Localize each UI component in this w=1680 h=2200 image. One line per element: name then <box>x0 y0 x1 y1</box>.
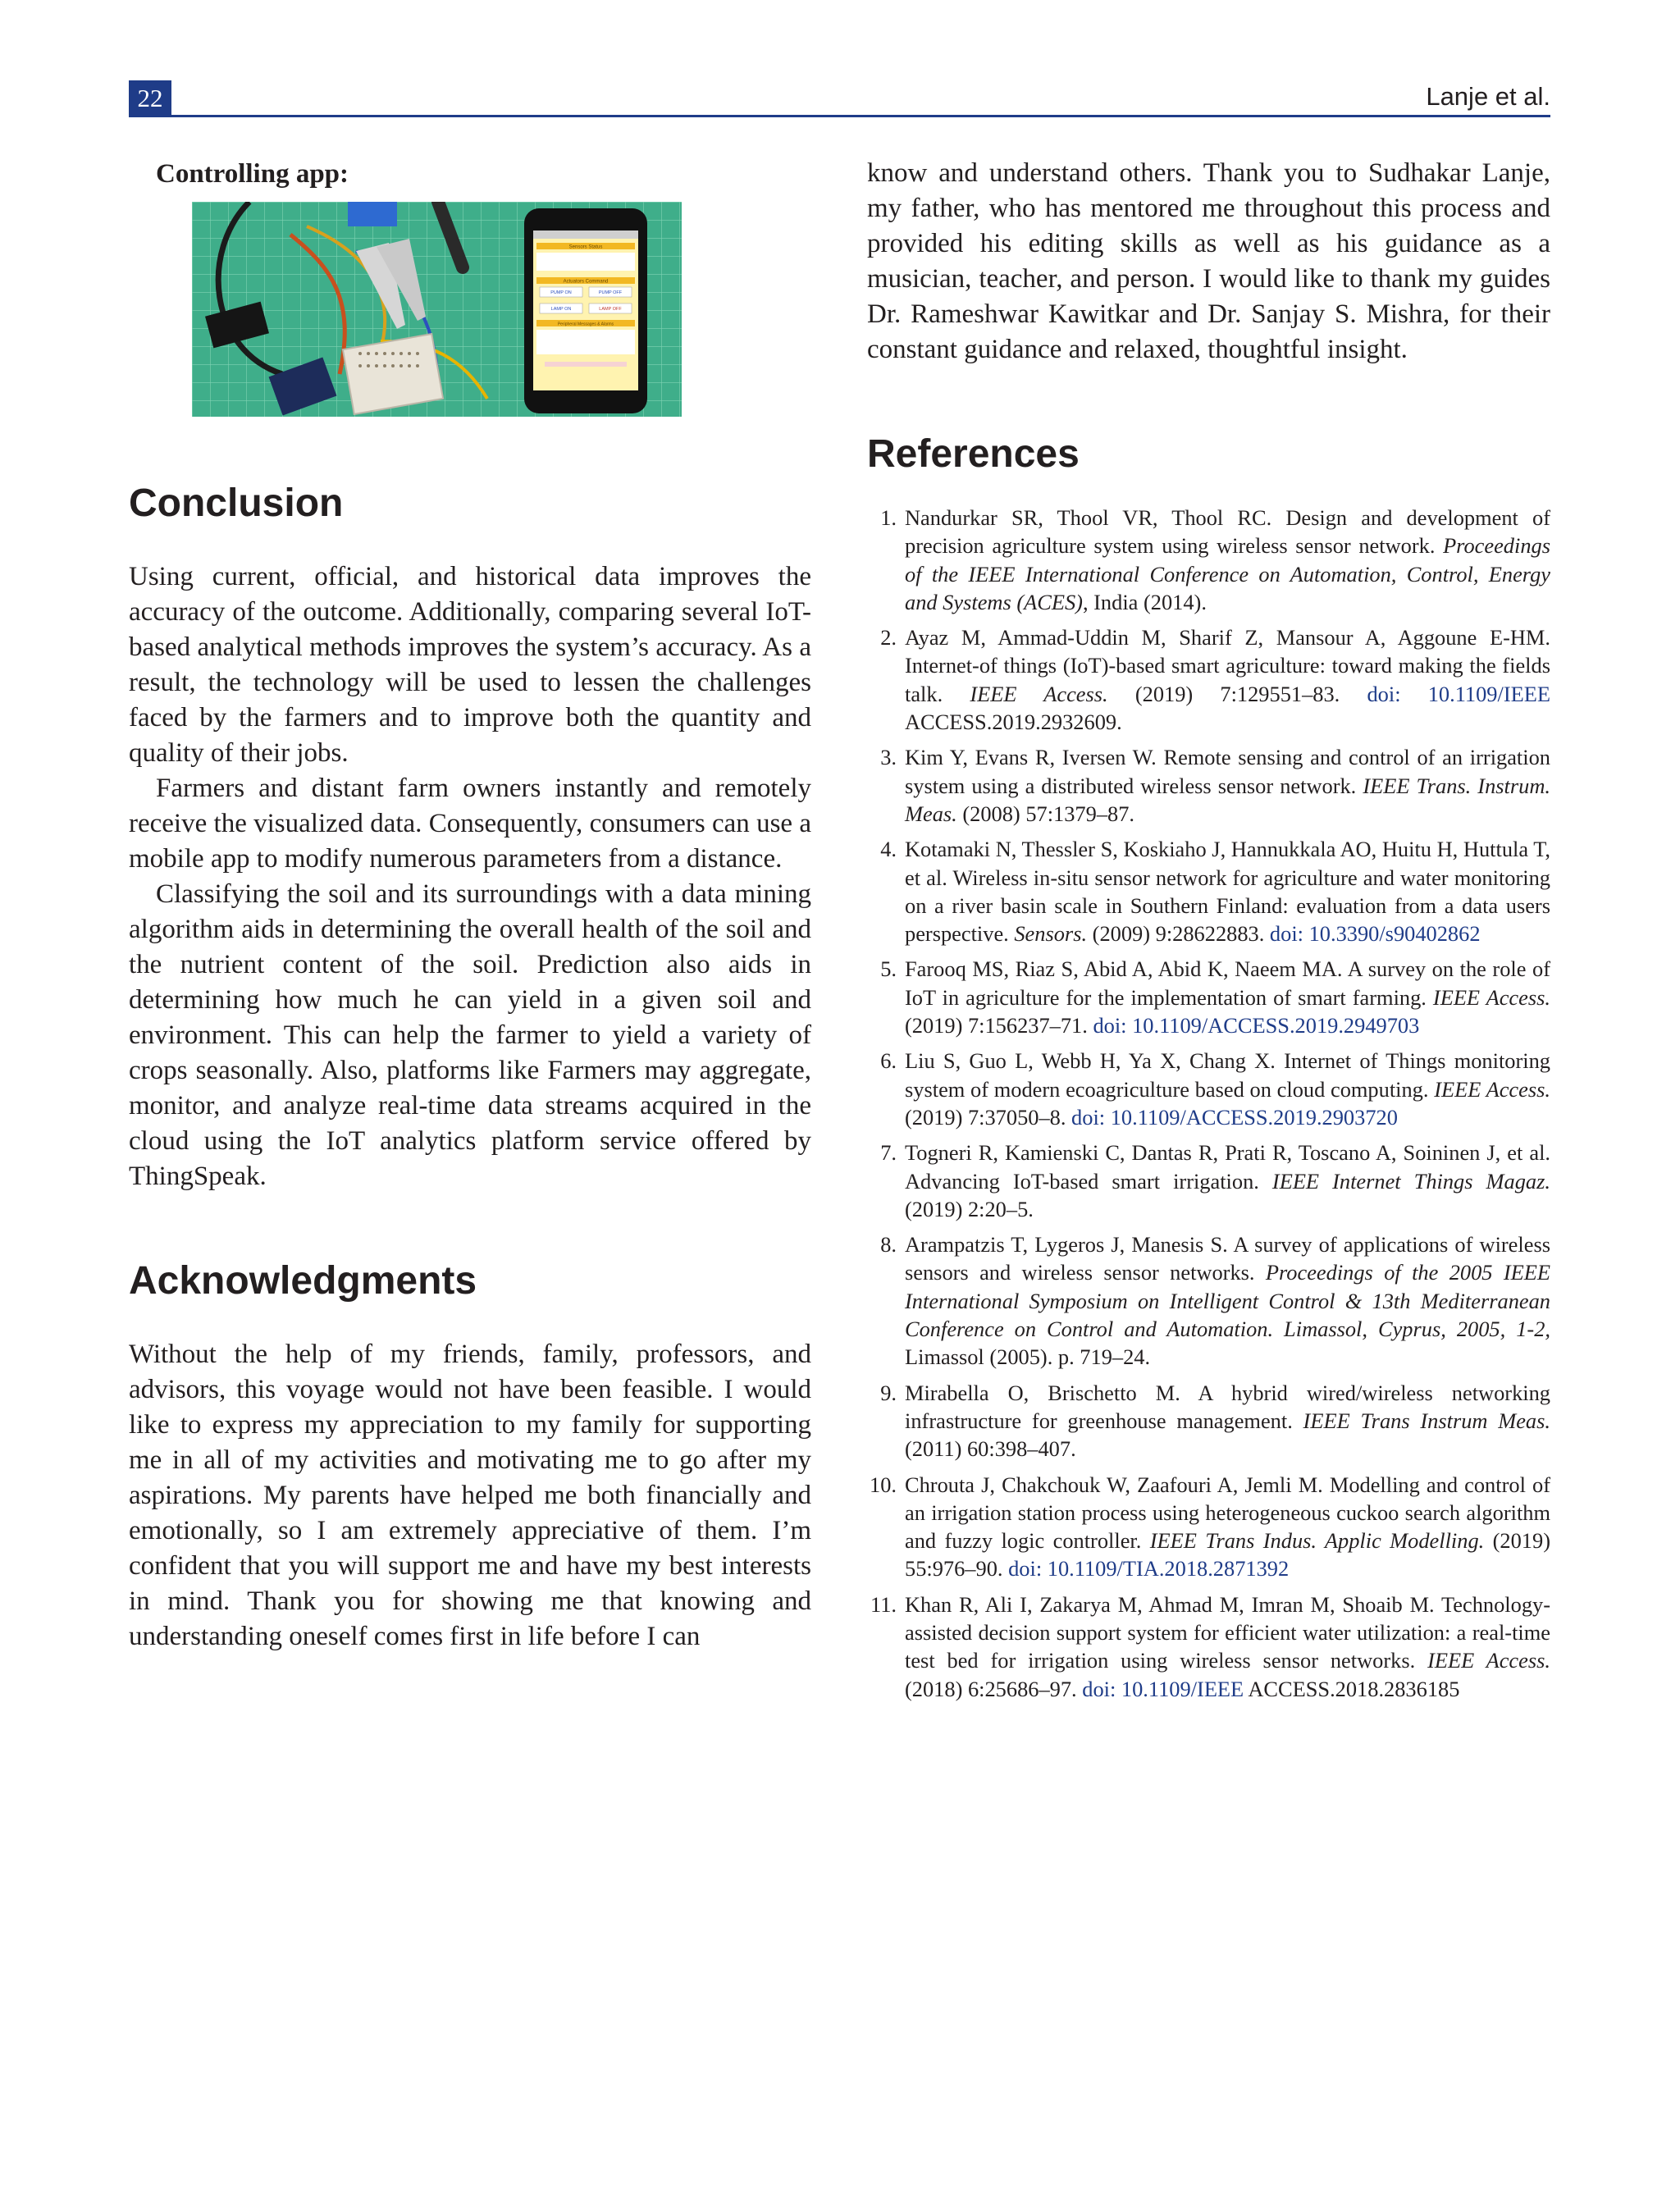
reference-journal: IEEE Trans. Instrum. Meas. <box>905 773 1551 826</box>
reference-number: 10. <box>870 1472 897 1497</box>
reference-number: 4. <box>880 837 897 862</box>
reference-doi-link[interactable]: doi: 10.3390/s90402862 <box>1269 921 1481 947</box>
acknowledgments-paragraph-part-2: know and understand others. Thank you to Sudhakar Lanje, my father, who has mentored me throughout this process and provided his editing skills as well as his guidance as a musician, teacher, and person. I would like to thank my guides Dr. Rameshwar Kawitkar and Dr. Sanjay S. Mishra, for their constant guidance and relaxed, thoughtful insight. <box>867 158 1550 364</box>
reference-journal: IEEE Access. <box>1427 1648 1550 1673</box>
reference-citation: (2019) 55:976–90. <box>905 1528 1550 1582</box>
reference-citation: (2019) 7:129551–83. <box>1107 681 1367 706</box>
app-btn-2: PUMP OFF <box>598 290 623 295</box>
app-btn-3: LAMP ON <box>550 307 572 312</box>
reference-item <box>867 1047 1550 1131</box>
app-btn-4: LAMP OFF <box>599 307 622 312</box>
reference-item <box>867 504 1550 616</box>
reference-item <box>867 1230 1550 1371</box>
reference-authors-title: Liu S, Guo L, Webb H, Ya X, Chang X. Internet of Things monitoring system of modern ecoagriculture based on cloud computing. <box>905 1048 1550 1102</box>
reference-citation: (2018) 6:25686–97. <box>905 1676 1083 1701</box>
app-bar-2: Actuators Command <box>563 279 609 285</box>
reference-journal: IEEE Internet Things Magaz. <box>1271 1168 1550 1194</box>
reference-journal: IEEE Trans Instrum Meas. <box>1303 1408 1550 1433</box>
reference-journal: Proceedings of the IEEE International Conference on Automation, Control, Energy and Systems (ACES) <box>905 533 1550 614</box>
reference-number: 9. <box>880 1380 897 1405</box>
reference-authors-title: Arampatzis T, Lygeros J, Manesis S. A survey of applications of wireless sensors and wireless sensor networks. <box>905 1232 1550 1285</box>
reference-citation: (2008) 57:1379–87. <box>956 801 1135 826</box>
acknowledgments-paragraph-part-1: Without the help of my friends, family, professors, and advisors, this voyage would not have been feasible. I would like to express my appreciation to my family for supporting me in all of my activities and motivating me to go after my aspirations. My parents have helped me both financially and emotionally, so I am extremely appreciative of them. I’m confident that you will support me and have my best interests in mind. Thank you for showing me that knowing and understanding oneself comes first in life before I can <box>129 1340 811 1651</box>
reference-doi-tail: ACCESS.2019.2932609. <box>905 710 1122 735</box>
references-list <box>867 504 1550 1703</box>
reference-doi-link[interactable]: doi: 10.1109/ACCESS.2019.2949703 <box>1093 1013 1420 1038</box>
reference-citation: , India (2014). <box>1082 589 1207 614</box>
left-column <box>129 156 811 1655</box>
reference-item <box>867 835 1550 947</box>
reference-authors-title: Kotamaki N, Thessler S, Koskiaho J, Hannukkala AO, Huitu H, Huttula T, et al. Wireless in-situ sensor network for agriculture and water monitoring on a river basin scale in Southern Finland: evaluation from a data users perspective. <box>905 837 1550 947</box>
reference-journal: Sensors. <box>1014 921 1088 947</box>
header-rule <box>129 115 1550 117</box>
reference-number: 7. <box>880 1140 897 1166</box>
running-head: Lanje et al. <box>1426 82 1550 111</box>
conclusion-heading: Conclusion <box>129 482 344 525</box>
reference-citation: (2011) 60:398–407. <box>905 1436 1076 1462</box>
app-bar-3: Peripheral Messages & Alarms <box>557 322 614 327</box>
figure-label: Controlling app: <box>156 159 349 189</box>
reference-citation: (2019) 7:37050–8. <box>905 1104 1072 1130</box>
reference-authors-title: Chrouta J, Chakchouk W, Zaafouri A, Jemli M. Modelling and control of an irrigation station process using heterogeneous cuckoo search algorithm and fuzzy logic controller. <box>905 1472 1550 1554</box>
reference-citation: (2019) 7:156237–71. <box>905 1013 1093 1038</box>
controlling-app-photo <box>192 202 682 417</box>
reference-number: 6. <box>880 1048 897 1074</box>
reference-doi-link[interactable]: doi: 10.1109/IEEE <box>1367 681 1550 706</box>
references-heading: References <box>867 432 1080 476</box>
acknowledgments-heading: Acknowledgments <box>129 1259 477 1303</box>
reference-authors-title: Farooq MS, Riaz S, Abid A, Abid K, Naeem MA. A survey on the role of IoT in agriculture for the implementation of smart farming. <box>905 956 1550 1010</box>
conclusion-paragraph-2: Farmers and distant farm owners instantly and remotely receive the visualized data. Consequently, consumers can use a mobile app to modify numerous parameters from a distance. <box>129 774 811 874</box>
reference-item <box>867 955 1550 1039</box>
reference-number: 8. <box>880 1232 897 1257</box>
reference-item <box>867 1591 1550 1703</box>
reference-item <box>867 623 1550 736</box>
reference-item <box>867 1139 1550 1223</box>
reference-authors-title: Togneri R, Kamienski C, Dantas R, Prati R, Toscano A, Soininen J, et al. Advancing IoT-based smart irrigation. <box>905 1140 1550 1194</box>
page-number: 22 <box>129 80 171 116</box>
app-bar-1: Sensors Status <box>568 244 603 250</box>
reference-journal: IEEE Access. <box>1434 1076 1550 1102</box>
reference-authors-title: Khan R, Ali I, Zakarya M, Ahmad M, Imran M, Shoaib M. Technology-assisted decision support system for efficient water utilization: a real-time test bed for irrigation using wireless sensor networks. <box>905 1591 1550 1673</box>
reference-authors-title: Nandurkar SR, Thool VR, Thool RC. Design and development of precision agriculture system using wireless sensor network. <box>905 505 1550 559</box>
reference-citation: Limassol (2005). p. 719–24. <box>905 1344 1151 1370</box>
app-btn-1: PUMP ON <box>550 290 572 295</box>
reference-journal: IEEE Access. <box>970 681 1108 706</box>
reference-authors-title: Mirabella O, Brischetto M. A hybrid wired/wireless networking infrastructure for greenhouse management. <box>905 1380 1550 1433</box>
reference-number: 3. <box>880 745 897 770</box>
right-column <box>867 156 1550 1710</box>
reference-number: 5. <box>880 956 897 982</box>
reference-authors-title: Ayaz M, Ammad-Uddin M, Sharif Z, Mansour A, Aggoune E-HM. Internet-of things (IoT)-based smart agriculture: toward making the fields talk. <box>905 625 1550 706</box>
reference-journal: IEEE Trans Indus. Applic Modelling. <box>1149 1528 1485 1554</box>
reference-item <box>867 1471 1550 1583</box>
reference-citation: (2019) 2:20–5. <box>905 1196 1034 1221</box>
conclusion-paragraph-1: Using current, official, and historical data improves the accuracy of the outcome. Additionally, comparing several IoT-based analytical methods improves the system’s accuracy. As a result, the technology will be used to lessen the challenges faced by the farmers and to improve both the quantity and quality of their jobs. <box>129 562 811 768</box>
reference-item <box>867 1379 1550 1463</box>
reference-journal: Proceedings of the 2005 IEEE International Symposium on Intelligent Control & 13th Mediterranean Conference on Control and Automation. Limassol, Cyprus, 2005, 1-2, <box>905 1260 1550 1342</box>
reference-doi-tail: ACCESS.2018.2836185 <box>1244 1676 1460 1701</box>
reference-citation: (2009) 9:28622883. <box>1087 921 1270 947</box>
reference-number: 2. <box>880 625 897 650</box>
reference-number: 11. <box>870 1591 897 1617</box>
reference-doi-link[interactable]: doi: 10.1109/ACCESS.2019.2903720 <box>1071 1104 1398 1130</box>
conclusion-paragraph-3: Classifying the soil and its surroundings with a data mining algorithm aids in determining the overall health of the soil and the nutrient content of the soil. Prediction also aids in determining how much he can yield in a given soil and environment. This can help the farmer to yield a variety of crops seasonally. Also, platforms like Farmers may aggregate, monitor, and analyze real-time data streams acquired in the cloud using the IoT analytics platform service offered by ThingSpeak. <box>129 879 811 1191</box>
hardware-photo-illustration <box>192 202 682 417</box>
reference-item <box>867 743 1550 828</box>
reference-doi-link[interactable]: doi: 10.1109/TIA.2018.2871392 <box>1008 1556 1290 1582</box>
reference-doi-link[interactable]: doi: 10.1109/IEEE <box>1082 1676 1244 1701</box>
reference-journal: IEEE Access. <box>1432 984 1550 1010</box>
reference-authors-title: Kim Y, Evans R, Iversen W. Remote sensing and control of an irrigation system using a distributed wireless sensor network. <box>905 745 1550 798</box>
reference-number: 1. <box>880 505 897 530</box>
